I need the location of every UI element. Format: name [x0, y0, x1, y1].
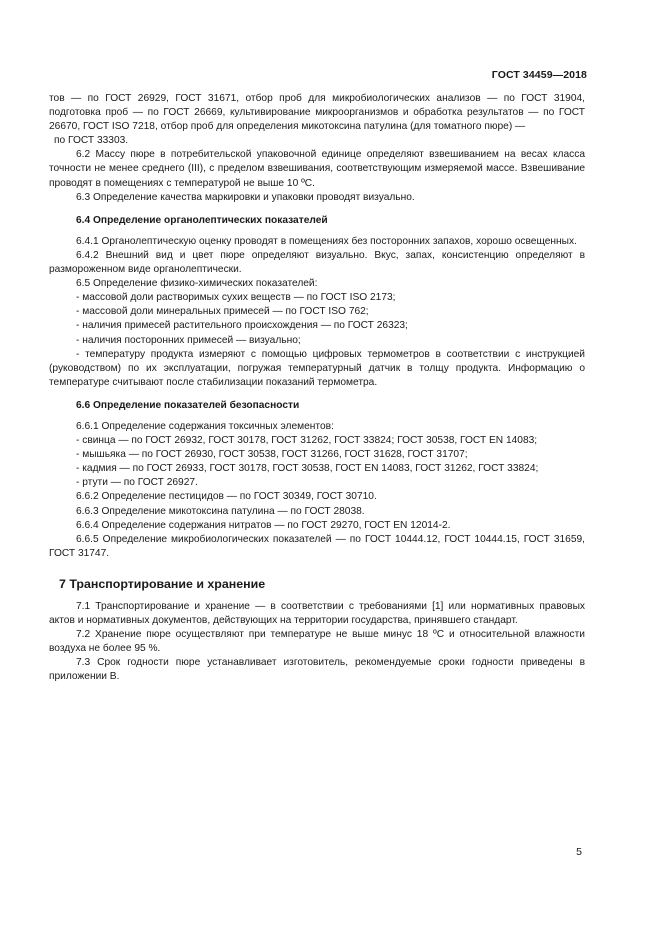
list-item: - мышьяка — по ГОСТ 26930, ГОСТ 30538, ГОСТ 31266, ГОСТ 31628, ГОСТ 31707;: [76, 449, 468, 461]
subsection-heading-6-6: 6.6 Определение показателей безопасности: [76, 399, 300, 411]
list-item: - температуру продукта измеряют с помощью цифровых термометров в соответствии с инструкцией (руководством) по их эксплуатации, погружая температурный датчик в толщу продукта. Информацию о температуре считывают после стабилизации показаний термометра.: [49, 348, 585, 388]
paragraph-6-6-5: 6.6.5 Определение микробиологических показателей — по ГОСТ 10444.12, ГОСТ 10444.15, ГОСТ 31659, ГОСТ 31747.: [49, 533, 585, 559]
list-item: - свинца — по ГОСТ 26932, ГОСТ 30178, ГОСТ 31262, ГОСТ 33824; ГОСТ 30538, ГОСТ EN 14083;: [76, 435, 538, 447]
paragraph-6-4-1: 6.4.1 Органолептическую оценку проводят в помещениях без посторонних запахов, хорошо освещенных.: [76, 235, 577, 247]
paragraph-6-3: 6.3 Определение качества маркировки и упаковки проводят визуально.: [76, 191, 415, 203]
page-number: 5: [576, 846, 582, 858]
list-item: - наличия примесей растительного происхождения — по ГОСТ 26323;: [76, 320, 408, 332]
paragraph: тов — по ГОСТ 26929, ГОСТ 31671, отбор проб для микробиологических анализов — по ГОСТ 31904, подготовка проб — по ГОСТ 26669, культивирование микроорганизмов и обработка результатов — по ГОСТ 26670, ГОСТ ISO 7218, отбор проб для определения микотоксина патулина (для томатного пюре) —: [49, 93, 585, 133]
paragraph-7-3: 7.3 Срок годности пюре устанавливает изготовитель, рекомендуемые сроки годности приведены в приложении В.: [49, 657, 585, 683]
section-heading-7: 7 Транспортирование и хранение: [59, 576, 266, 591]
list-item: - массовой доли минеральных примесей — по ГОСТ ISO 762;: [76, 306, 369, 318]
list-item: - наличия посторонних примесей — визуально;: [76, 334, 301, 346]
list-item: - ртути — по ГОСТ 26927.: [76, 477, 198, 489]
paragraph: по ГОСТ 33303.: [54, 135, 129, 147]
paragraph-6-6-4: 6.6.4 Определение содержания нитратов — по ГОСТ 29270, ГОСТ EN 12014-2.: [76, 519, 451, 531]
paragraph-7-2: 7.2 Хранение пюре осуществляют при температуре не выше минус 18 ºС и относительной влажности воздуха не более 95 %.: [49, 629, 585, 655]
paragraph-6-6-3: 6.6.3 Определение микотоксина патулина — по ГОСТ 28038.: [76, 505, 365, 517]
document-code-header: ГОСТ 34459—2018: [491, 69, 587, 81]
list-item: - массовой доли растворимых сухих веществ — по ГОСТ ISO 2173;: [76, 292, 396, 304]
subsection-heading-6-4: 6.4 Определение органолептических показателей: [76, 214, 328, 226]
paragraph-7-1: 7.1 Транспортирование и хранение — в соответствии с требованиями [1] или нормативных правовых актов и нормативных документов, действующих на территории государства, принявшего стандарт.: [49, 601, 585, 627]
paragraph-6-4-2: 6.4.2 Внешний вид и цвет пюре определяют визуально. Вкус, запах, консистенцию определяют в размороженном виде органолептически.: [49, 249, 585, 276]
list-item: - кадмия — по ГОСТ 26933, ГОСТ 30178, ГОСТ 30538, ГОСТ EN 14083, ГОСТ 31262, ГОСТ 33824;: [76, 463, 539, 475]
paragraph-6-2: 6.2 Массу пюре в потребительской упаковочной единице определяют взвешиванием на весах класса точности не менее среднего (III), с пределом взвешивания, соответствующим измеряемой массе. Взвешивание проводят в помещениях с температурой не выше 10 ºС.: [49, 149, 585, 189]
paragraph-6-6-2: 6.6.2 Определение пестицидов — по ГОСТ 30349, ГОСТ 30710.: [76, 491, 377, 503]
document-body: [49, 92, 585, 685]
paragraph-6-6-1: 6.6.1 Определение содержания токсичных элементов:: [76, 420, 334, 432]
paragraph-6-5: 6.5 Определение физико-химических показателей:: [76, 278, 318, 290]
